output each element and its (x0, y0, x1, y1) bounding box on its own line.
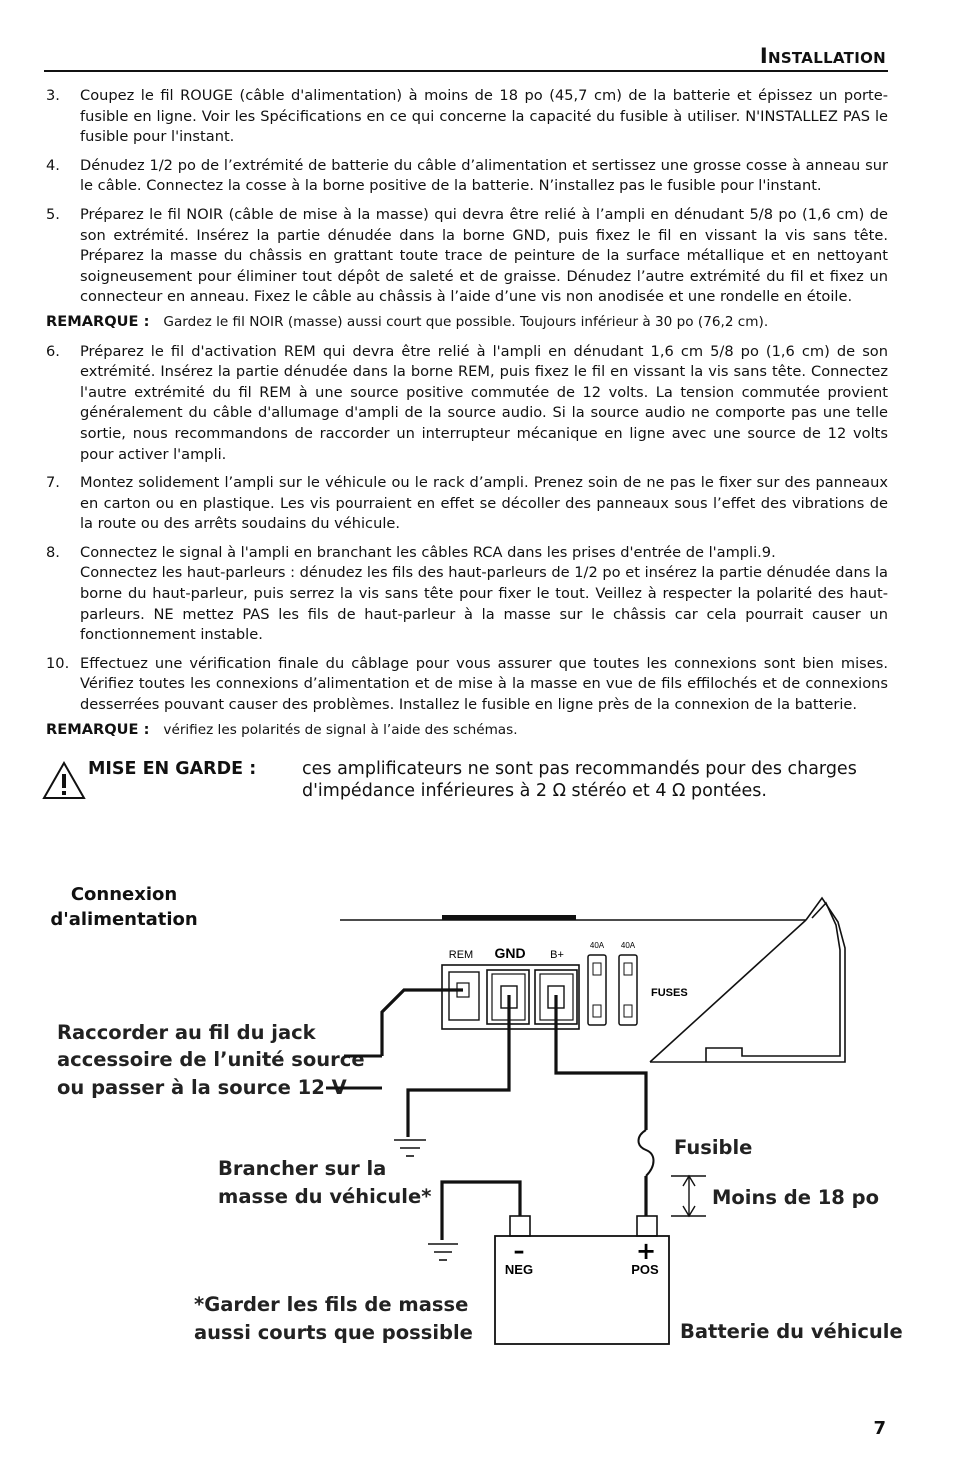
step-text: Dénudez 1/2 po de l’extrémité de batterie du câble d’alimentation et sertissez une grosse cosse à anneau sur le câble. Connectez la cosse à la borne positive de la batterie. N’installez pas le fusible pour l'instant. (80, 156, 888, 195)
remark-label: REMARQUE : (46, 312, 150, 330)
step-5 (46, 205, 888, 308)
rem-source-label (57, 1021, 365, 1099)
rem-label-line3: ou passer à la source 12 V (57, 1076, 347, 1099)
caution-text: ces amplificateurs ne sont pas recommandés pour des charges d'impédance inférieures à 2 Ω stéréo et 4 Ω pontées. (302, 759, 857, 801)
neg-label: NEG (504, 1262, 534, 1277)
step-text: Coupez le fil ROUGE (câble d'alimentation) à moins de 18 po (45,7 cm) de la batterie et épissez un porte-fusible en ligne. Voir les Spécifications en ce qui concerne la capacité du fusible à utiliser. N'INSTALLEZ PAS le fusible pour l'instant. (80, 87, 888, 146)
remark-label: REMARQUE : (46, 720, 150, 738)
remark-polarity (46, 720, 888, 741)
vehicle-battery (495, 1216, 669, 1344)
step-number: 10. (46, 654, 70, 672)
page-number: 7 (873, 1418, 886, 1439)
fuse1-rating: 40A (589, 941, 605, 950)
ground-note-line1: *Garder les fils de masse (194, 1293, 469, 1316)
rem-label-line1: Raccorder au fil du jack (57, 1021, 316, 1044)
power-connection-diagram (0, 860, 954, 1380)
remark-text: vérifiez les polarités de signal à l’aide des schémas. (163, 721, 518, 738)
step-7 (46, 473, 888, 535)
step-4 (46, 156, 888, 197)
ground-note-line2: aussi courts que possible (194, 1321, 473, 1344)
battery-label: Batterie du véhicule (680, 1320, 903, 1343)
ground-symbol-battery (428, 1244, 458, 1260)
section-title: Installation (759, 44, 886, 68)
amplifier (340, 898, 845, 1062)
remark-text: Gardez le fil NOIR (masse) aussi court que possible. Toujours inférieur à 30 po (76,2 cm). (163, 313, 769, 330)
step-6 (46, 342, 888, 466)
step-text (80, 543, 888, 646)
warning-triangle-icon (42, 761, 86, 801)
ground-symbol-amp (394, 1140, 426, 1156)
fuse-holders (588, 941, 688, 1025)
step-text: Préparez le fil NOIR (câble de mise à la masse) qui devra être relié à l’ampli en dénudant 5/8 po (1,6 cm) de son extrémité. Insérez la partie dénudée dans la borne GND, puis fixez le fil en vissant la vis sans tête. Préparez la masse du châssis en grattant toute trace de peinture de la surface métallique et en nettoyant soigneusement pour éliminer tout dépôt de saleté et de graisse. Dénudez l’autre extrémité du fil et fixez un connecteur en anneau. Fixez le câble au châssis à l’aide d’une vis non anodisée et une rondelle en étoile. (80, 205, 888, 306)
step-number: 7. (46, 474, 60, 492)
installation-steps (46, 86, 888, 749)
remark-ground-wire (46, 312, 888, 333)
step-number: 8. (46, 543, 60, 561)
step-number: 4. (46, 156, 60, 174)
step-text-line: Connectez le signal à l'ampli en branchant les câbles RCA dans les prises d'entrée de l'ampli.9. (80, 543, 776, 561)
step-text: Effectuez une vérification finale du câblage pour vous assurer que toutes les connexions sont bien mises. Vérifiez toutes les connexions d’alimentation et de mise à la masse en vue de fils effilochés et de connexions desserrées pouvant causer des problèmes. Installez le fusible en ligne près de la connexion de la batterie. (80, 654, 888, 714)
terminal-label-gnd: GND (494, 945, 526, 961)
inline-fuse-symbol (639, 1130, 654, 1176)
step-text-speakers: Connectez les haut-parleurs : dénudez les fils des haut-parleurs de 1/2 po et insérez la partie dénudée dans la borne du haut-parleur, puis serrez la vis sans tête pour fixer le tout. Veillez à respecter la polarité des haut-parleurs. NE mettez PAS les fils de haut-parleur à la masse sur le châssis car cela pourrait causer un fonctionnement instable. (80, 564, 888, 644)
rem-label-line2: accessoire de l’unité source (57, 1048, 365, 1071)
pos-symbol: + (635, 1237, 657, 1265)
caution-label: MISE EN GARDE : (88, 759, 257, 779)
step-text: Montez solidement l’ampli sur le véhicule ou le rack d’ampli. Prenez soin de ne pas le fixer sur des panneaux en carton ou en plastique. Les vis pourraient en effet se décoller des panneaux sous l’effet des vibrations de la route ou des arrêts soudains du véhicule. (80, 474, 888, 533)
ground-label-line1: Brancher sur la (218, 1157, 387, 1180)
distance-label: Moins de 18 po (712, 1186, 880, 1209)
step-8 (46, 543, 888, 646)
step-text: Préparez le fil d'activation REM qui devra être relié à l'ampli en dénudant 1,6 cm 5/8 po (1,6 cm) de son extrémité. Insérez la partie dénudée dans la borne REM, puis fixez le fil en vissant la vis sans tête. Connectez l'autre extrémité du fil REM à une source positive commutée de 12 volts. La tension commutée provient généralement du câble d'allumage d'ampli de la source audio. Si la source audio ne comporte pas une telle sortie, nous recommandons de raccorder un interrupteur mécanique en ligne avec une source de 12 volts pour activer l'ampli. (80, 342, 888, 463)
step-3 (46, 86, 888, 148)
diagram-title-line1: Connexion (70, 884, 178, 905)
ground-label (218, 1157, 431, 1208)
caution-block (42, 758, 902, 802)
header-rule (44, 70, 888, 72)
step-number: 3. (46, 87, 60, 104)
ground-note (194, 1293, 473, 1344)
distance-marker (671, 1176, 706, 1216)
fuses-label: FUSES (651, 987, 688, 999)
pos-label: POS (631, 1262, 659, 1277)
terminal-label-bplus: B+ (550, 949, 564, 961)
neg-symbol: – (513, 1239, 525, 1264)
fuse-label: Fusible (674, 1136, 753, 1159)
step-number: 5. (46, 205, 60, 223)
fuse2-rating: 40A (620, 941, 636, 950)
ground-label-line2: masse du véhicule* (218, 1185, 432, 1208)
terminal-label-rem: REM (448, 949, 474, 961)
step-10 (46, 654, 888, 716)
diagram-title-line2: d'alimentation (50, 909, 198, 930)
step-number: 6. (46, 342, 60, 360)
